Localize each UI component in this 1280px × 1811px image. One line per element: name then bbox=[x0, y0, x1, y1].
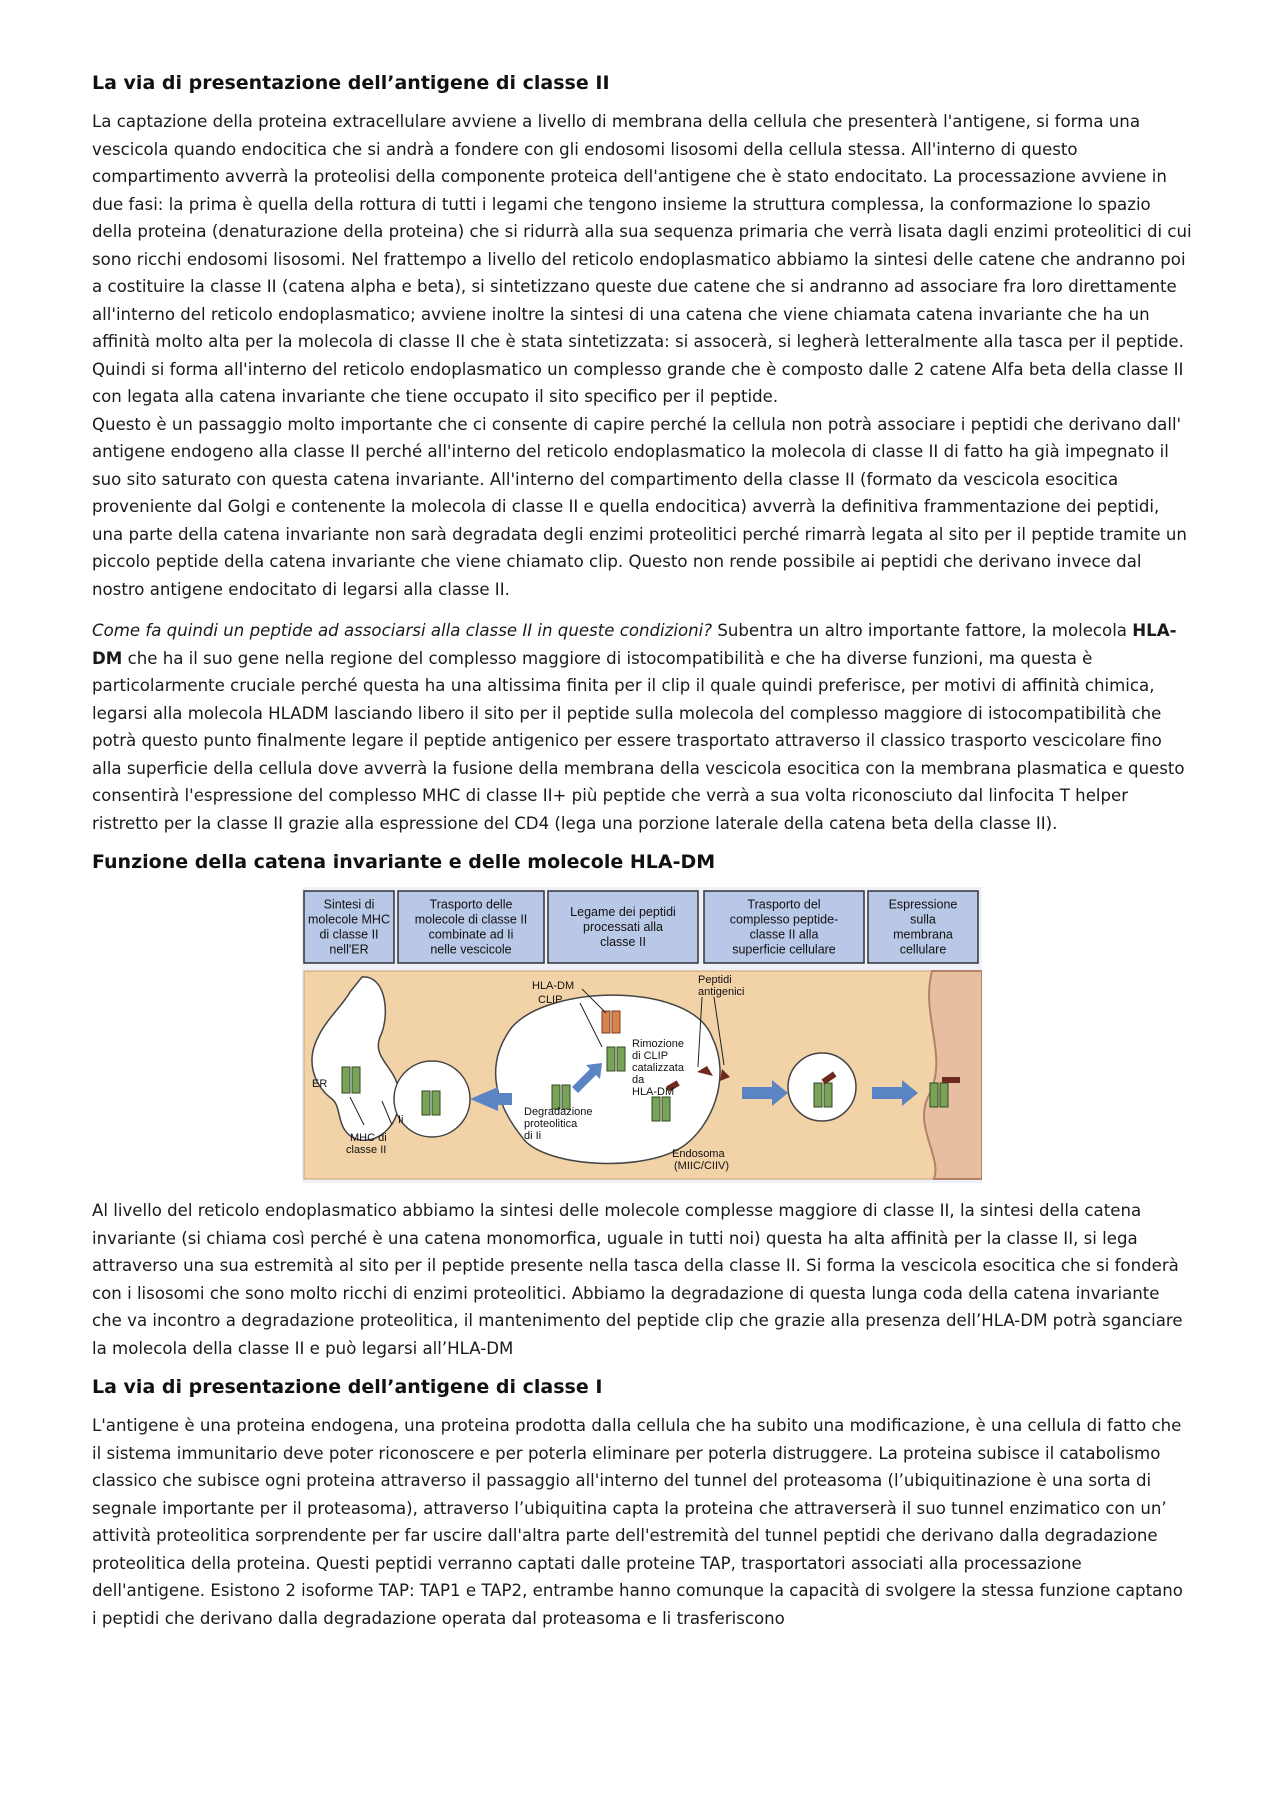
label-mhc-2: classe II bbox=[346, 1144, 387, 1156]
figure-header-line: membrana bbox=[893, 927, 953, 942]
figure-header-line: cellulare bbox=[899, 942, 947, 957]
label-removal-4: da bbox=[632, 1074, 645, 1086]
label-peptides-1: Peptidi bbox=[698, 974, 732, 986]
hla-dm-term: HLA-DM bbox=[92, 621, 1177, 668]
figure-header-line: molecole MHC bbox=[308, 912, 390, 927]
paragraph-hla-dm-part1: Subentra un altro importante fattore, la molecola bbox=[712, 621, 1133, 640]
figure-header-line: Sintesi di bbox=[323, 897, 375, 912]
paragraph-class2-invariant: Questo è un passaggio molto importante che ci consente di capire perché la cellula non potrà associare i peptidi che derivano dall' antigene endogeno alla classe II perché all'interno del reticolo endoplasmatico la molecola di classe II di fatto ha già impegnato il suo sito saturato con questa catena invariante. All'interno del compartimento della classe II (formato da vescicola esocitica proveniente dal Golgi e contenente la molecola di classe II e quella endocitica) avverrà la definitiva frammentazione dei peptidi, una parte della catena invariante non sarà degradata degli enzimi proteolitici perché rimarrà legata al sito per il peptide tramite un piccolo peptide della catena invariante che viene chiamato clip. Questo non rende possibile ai peptidi che derivano invece dal nostro antigene endocitato di legarsi alla classe II. bbox=[92, 414, 1187, 599]
figure-header-line: nell'ER bbox=[329, 942, 369, 957]
figure-header-line: Trasporto delle bbox=[429, 897, 513, 912]
figure-header-line: combinate ad Ii bbox=[428, 927, 514, 942]
label-removal-5: HLA-DM bbox=[632, 1086, 675, 1098]
section-title-invariant: Funzione della catena invariante e delle molecole HLA-DM bbox=[92, 851, 716, 873]
label-mhc-1: MHC di bbox=[350, 1132, 387, 1144]
figure-header-line: processati alla bbox=[583, 920, 663, 934]
figure-header-line: complesso peptide- bbox=[729, 912, 839, 927]
figure-header-line: Espressione bbox=[888, 897, 958, 912]
label-degradation-3: di Ii bbox=[524, 1130, 542, 1142]
label-removal-3: catalizzata bbox=[632, 1062, 684, 1074]
label-clip: CLIP bbox=[538, 994, 563, 1006]
label-degradation-1: Degradazione bbox=[524, 1106, 593, 1118]
label-endosome-2: (MIIC/CIIV) bbox=[674, 1160, 729, 1172]
figure-header-line: classe II alla bbox=[749, 927, 819, 942]
figure-header-boxes bbox=[304, 891, 978, 963]
label-removal-2: di CLIP bbox=[632, 1050, 669, 1062]
figure-container bbox=[92, 887, 1192, 1183]
paragraph-class2-intro: La captazione della proteina extracellulare avviene a livello di membrana della cellula che presenterà l'antigene, si forma una vescicola quando endocitica che si andrà a fondere con gli endosomi lisosomi della cellula stessa. All'interno di questo compartimento avverrà la proteolisi della componente proteica dell'antigene che è stato endocitato. La processazione avviene in due fasi: la prima è quella della rottura di tutti i legami che tengono insieme la struttura complessa, la conformazione lo spazio della proteina (denaturazione della proteina) che si ridurrà alla sua sequenza primaria che verrà lisata dagli enzimi proteolitici di cui sono ricchi endosomi lisosomi. Nel frattempo a livello del reticolo endoplasmatico abbiamo la sintesi delle catene che andranno poi a costituire la classe II (catena alpha e beta), si sintetizzano queste due catene che si andranno ad associare fra loro direttamente all'interno del reticolo endoplasmatico; avviene inoltre la sintesi di una catena che viene chiamata catena invariante che ha un affinità molto alta per la molecola di classe II che è stata sintetizzata: si assocerà, si legherà letteralmente alla tasca per il peptide. Quindi si forma all'interno del reticolo endoplasmatico un complesso grande che è composto dalle 2 catene Alfa beta della classe II con legata alla catena invariante che tiene occupato il sito specifico per il peptide. bbox=[92, 112, 1192, 406]
label-ii: Ii bbox=[398, 1114, 404, 1126]
figure-header-line: Trasporto del bbox=[747, 897, 821, 912]
section-title-class1: La via di presentazione dell’antigene di classe I bbox=[92, 1376, 603, 1398]
paragraph-invariant-function: Al livello del reticolo endoplasmatico abbiamo la sintesi delle molecole complesse maggiore di classe II, la sintesi della catena invariante (si chiama così perché è una catena monomorfica, uguale in tutti noi) questa ha alta affinità per la classe II, si lega attraverso una sua estremità al sito per il peptide presente nella tasca della classe II. Si forma la vescicola esocitica che si fonderà con i lisosomi che sono molto ricchi di enzimi proteolitici. Abbiamo la degradazione di questa lunga coda della catena invariante che va incontro a degradazione proteolitica, il mantenimento del peptide clip che grazie alla presenza dell’HLA-DM potrà sganciare la molecola della classe II e può legarsi all’HLA-DM bbox=[92, 1201, 1183, 1358]
paragraph-hla-dm-part2: che ha il suo gene nella regione del complesso maggiore di istocompatibilità e che ha diverse funzioni, ma questa è particolarmente cruciale perché questa ha una altissima finita per il clip il quale quindi preferisce, per motivi di affinità chimica, legarsi alla molecola HLADM lasciando libero il sito per il peptide sulla molecola del complesso maggiore di istocompatibilità che potrà questo punto finalmente legare il peptide antigenico per essere trasportato attraverso il classico trasporto vescicolare fino alla superficie della cellula dove avverrà la fusione della membrana della vescicola esocitica con la membrana plasmatica e questo consentirà l'espressione del complesso MHC di classe II+ più peptide che verrà a sua volta riconosciuto dal linfocita T helper ristretto per la classe II grazie alla espressione del CD4 (lega una porzione laterale della catena beta della classe II). bbox=[92, 648, 1185, 833]
figure-header-line: molecole di classe II bbox=[414, 912, 528, 927]
label-peptides-2: antigenici bbox=[698, 986, 745, 998]
label-removal-1: Rimozione bbox=[632, 1038, 684, 1050]
figure-header-line: Legame dei peptidi bbox=[570, 905, 676, 919]
figure-header-line: di classe II bbox=[319, 927, 379, 942]
question-text: Come fa quindi un peptide ad associarsi alla classe II in queste condizioni? bbox=[92, 621, 713, 640]
label-endosome-1: Endosoma bbox=[672, 1148, 725, 1160]
paragraph-class1: L'antigene è una proteina endogena, una proteina prodotta dalla cellula che ha subito una modificazione, è una cellula di fatto che il sistema immunitario deve poter riconoscere e per poterla eliminare per poterla distruggere. La proteina subisce il catabolismo classico che subisce ogni proteina attraverso il passaggio all'interno del tunnel del proteasoma (l’ubiquitinazione è una sorta di segnale importante per il proteasoma), attraverso l’ubiquitina capta la proteina che attraverserà il suo tunnel enzimatico con un’ attività proteolitica sorprendente per far uscire dall'altra parte dell'estremità del tunnel peptidi che derivano dalla degradazione proteolitica della proteina. Questi peptidi verranno captati dalle proteine TAP, trasportatori associati alla processazione dell'antigene. Esistono 2 isoforme TAP: TAP1 e TAP2, entrambe hanno comunque la capacità di svolgere la stessa funzione captano i peptidi che derivano dalla degradazione operata dal proteasoma e li trasferiscono bbox=[92, 1416, 1183, 1628]
label-hla-dm: HLA-DM bbox=[532, 980, 575, 992]
figure-header-line: superficie cellulare bbox=[732, 942, 836, 957]
paragraph-hla-dm bbox=[92, 617, 1192, 837]
figure-header-line: nelle vescicole bbox=[430, 942, 512, 957]
section-title-class2: La via di presentazione dell’antigene di classe II bbox=[92, 72, 610, 94]
document-page bbox=[92, 72, 1192, 1632]
figure-header-line: sulla bbox=[910, 912, 936, 927]
label-er: ER bbox=[312, 1078, 328, 1090]
figure-header-line: classe II bbox=[600, 935, 646, 949]
class2-pathway-figure bbox=[302, 887, 982, 1183]
label-degradation-2: proteolitica bbox=[524, 1118, 578, 1130]
